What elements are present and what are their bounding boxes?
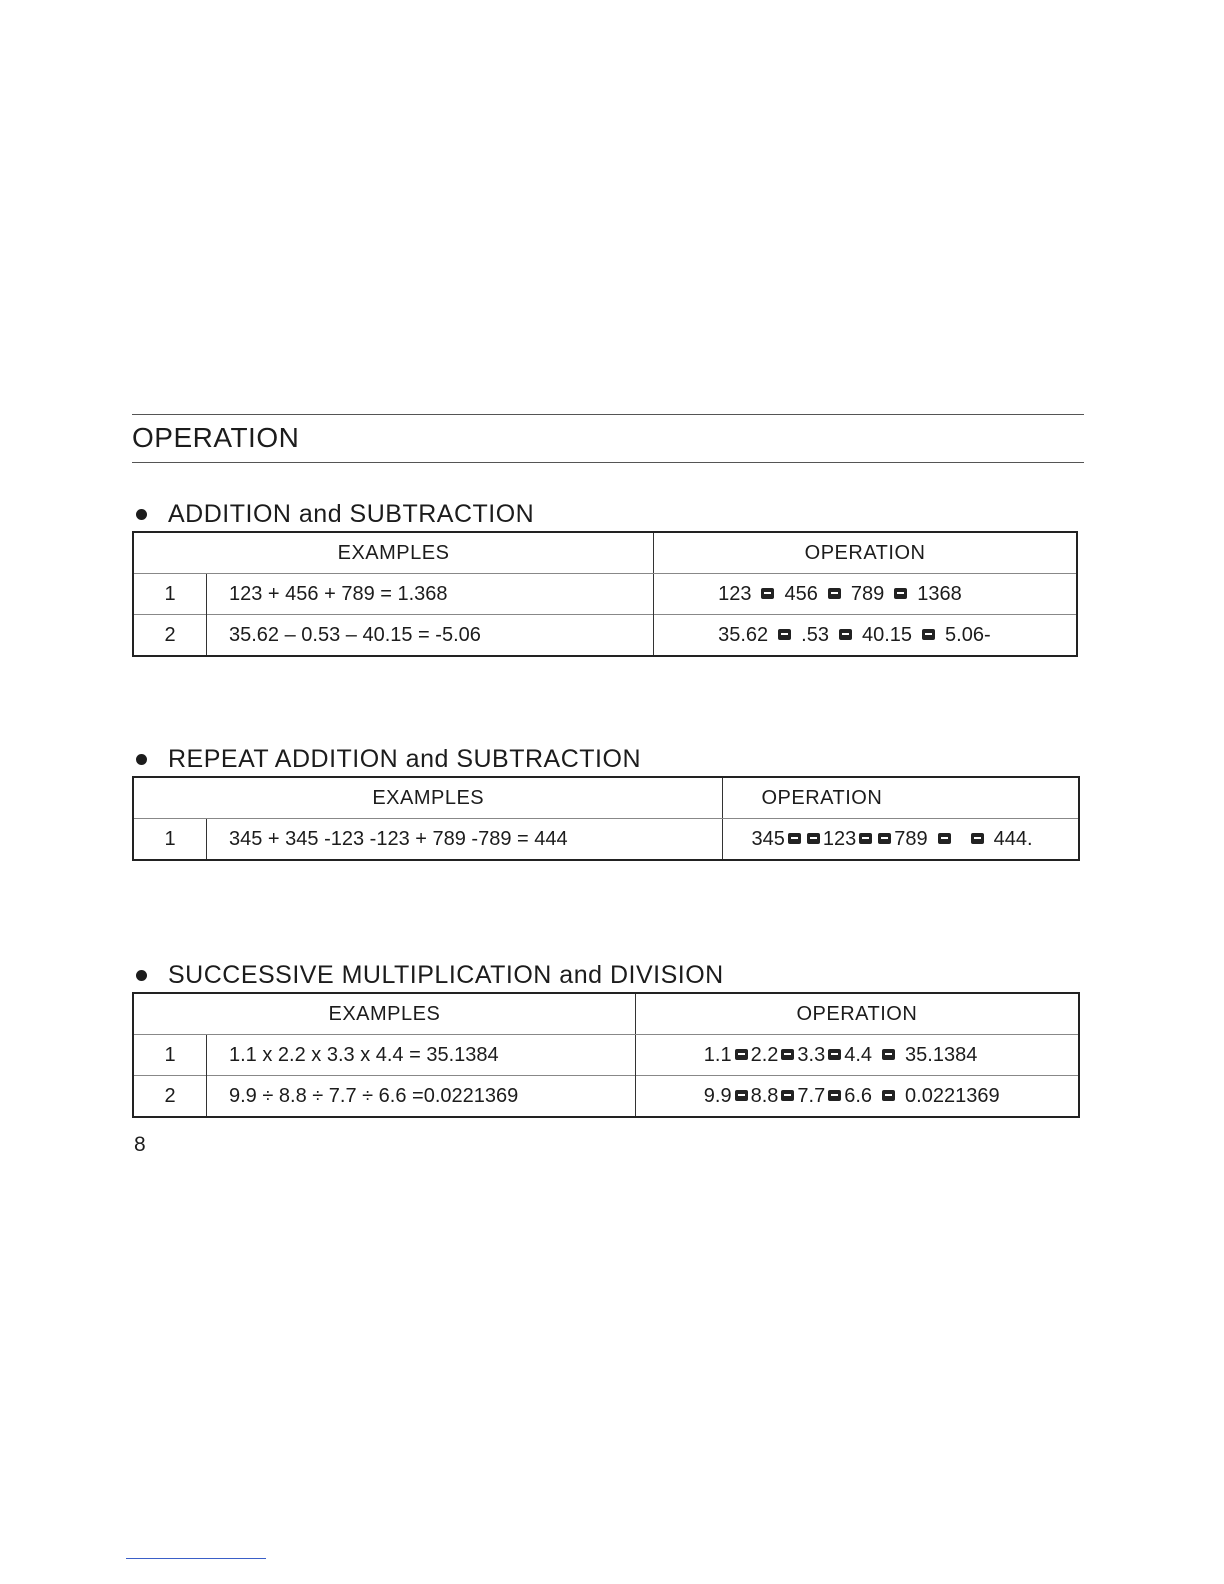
operand: 7.7 [797, 1084, 826, 1107]
calculator-key-icon [882, 1049, 895, 1060]
operation-header: OPERATION [635, 993, 1079, 1035]
calculator-key-icon [859, 833, 872, 844]
section-repeat-addition-subtraction [132, 742, 1080, 861]
section-heading-text: REPEAT ADDITION and SUBTRACTION [168, 744, 642, 773]
operand: 4.4 [844, 1043, 873, 1066]
calculator-key-icon [894, 588, 907, 599]
calculator-key-icon [781, 1049, 794, 1060]
section-heading [132, 742, 1080, 776]
operations-table [132, 992, 1080, 1118]
calculator-key-icon [761, 588, 774, 599]
table-row [133, 819, 1079, 861]
calculator-key-icon [828, 1090, 841, 1101]
operand: 35.62 [718, 623, 769, 646]
calculator-key-icon [922, 629, 935, 640]
calculator-key-icon [828, 588, 841, 599]
bullet-icon [136, 754, 147, 765]
page-number: 8 [134, 1133, 146, 1156]
calculator-key-icon [878, 833, 891, 844]
row-number: 1 [133, 574, 207, 615]
section-multiplication-division [132, 958, 1080, 1118]
top-rule [132, 414, 1084, 415]
operation-sequence [723, 819, 1079, 861]
calculator-key-icon [971, 833, 984, 844]
example-expression: 9.9 ÷ 8.8 ÷ 7.7 ÷ 6.6 =0.0221369 [207, 1076, 636, 1118]
page-title: OPERATION [132, 422, 300, 453]
operand: 9.9 [703, 1084, 732, 1107]
table-row [133, 615, 1077, 657]
operand: 40.15 [861, 623, 913, 646]
operand: 6.6 [844, 1084, 873, 1107]
example-expression: 1.1 x 2.2 x 3.3 x 4.4 = 35.1384 [207, 1035, 636, 1076]
operation-sequence [635, 1035, 1079, 1076]
result: 0.0221369 [905, 1084, 1000, 1107]
calculator-key-icon [839, 629, 852, 640]
operand: 123 [718, 582, 752, 605]
calculator-key-icon [807, 833, 820, 844]
example-expression: 35.62 – 0.53 – 40.15 = -5.06 [207, 615, 654, 657]
operations-table [132, 776, 1080, 861]
table-row [133, 1035, 1079, 1076]
calculator-key-icon [778, 629, 791, 640]
operand: 1.1 [703, 1043, 732, 1066]
calculator-key-icon [938, 833, 951, 844]
bullet-icon [136, 970, 147, 981]
result: 444. [993, 827, 1033, 850]
operand: 2.2 [750, 1043, 779, 1066]
bullet-icon [136, 509, 147, 520]
operation-sequence [635, 1076, 1079, 1118]
operand: 123 [822, 827, 857, 850]
operand: 789 [850, 582, 885, 605]
calculator-key-icon [735, 1049, 748, 1060]
calculator-key-icon [828, 1049, 841, 1060]
example-expression: 123 + 456 + 789 = 1.368 [207, 574, 654, 615]
footer-link-underline[interactable] [126, 1558, 266, 1559]
operand: .53 [801, 623, 829, 646]
operand: 8.8 [750, 1084, 779, 1107]
section-heading-text: ADDITION and SUBTRACTION [168, 499, 535, 528]
calculator-key-icon [781, 1090, 794, 1101]
examples-header: EXAMPLES [133, 777, 723, 819]
row-number: 2 [133, 615, 207, 657]
operation-sequence [654, 615, 1077, 657]
operand: 3.3 [797, 1043, 826, 1066]
row-number: 2 [133, 1076, 207, 1118]
result: 35.1384 [905, 1043, 978, 1066]
section-addition-subtraction [132, 497, 1078, 657]
row-number: 1 [133, 1035, 207, 1076]
section-heading [132, 958, 1080, 992]
operation-sequence [654, 574, 1077, 615]
operations-table [132, 531, 1078, 657]
calculator-key-icon [788, 833, 801, 844]
section-heading [132, 497, 1078, 531]
row-number: 1 [133, 819, 207, 861]
calculator-key-icon [735, 1090, 748, 1101]
examples-header: EXAMPLES [133, 993, 635, 1035]
operation-header: OPERATION [654, 532, 1077, 574]
table-row [133, 1076, 1079, 1118]
title-rule [132, 462, 1084, 463]
result: 1368 [917, 582, 962, 605]
operand: 345 [751, 827, 785, 850]
example-expression: 345 + 345 -123 -123 + 789 -789 = 444 [207, 819, 723, 861]
result: 5.06- [945, 623, 991, 646]
operation-header: OPERATION [723, 777, 1079, 819]
section-heading-text: SUCCESSIVE MULTIPLICATION and DIVISION [168, 960, 724, 989]
table-row [133, 574, 1077, 615]
examples-header: EXAMPLES [133, 532, 654, 574]
operand: 789 [894, 827, 928, 850]
calculator-key-icon [882, 1090, 895, 1101]
operand: 456 [784, 582, 818, 605]
